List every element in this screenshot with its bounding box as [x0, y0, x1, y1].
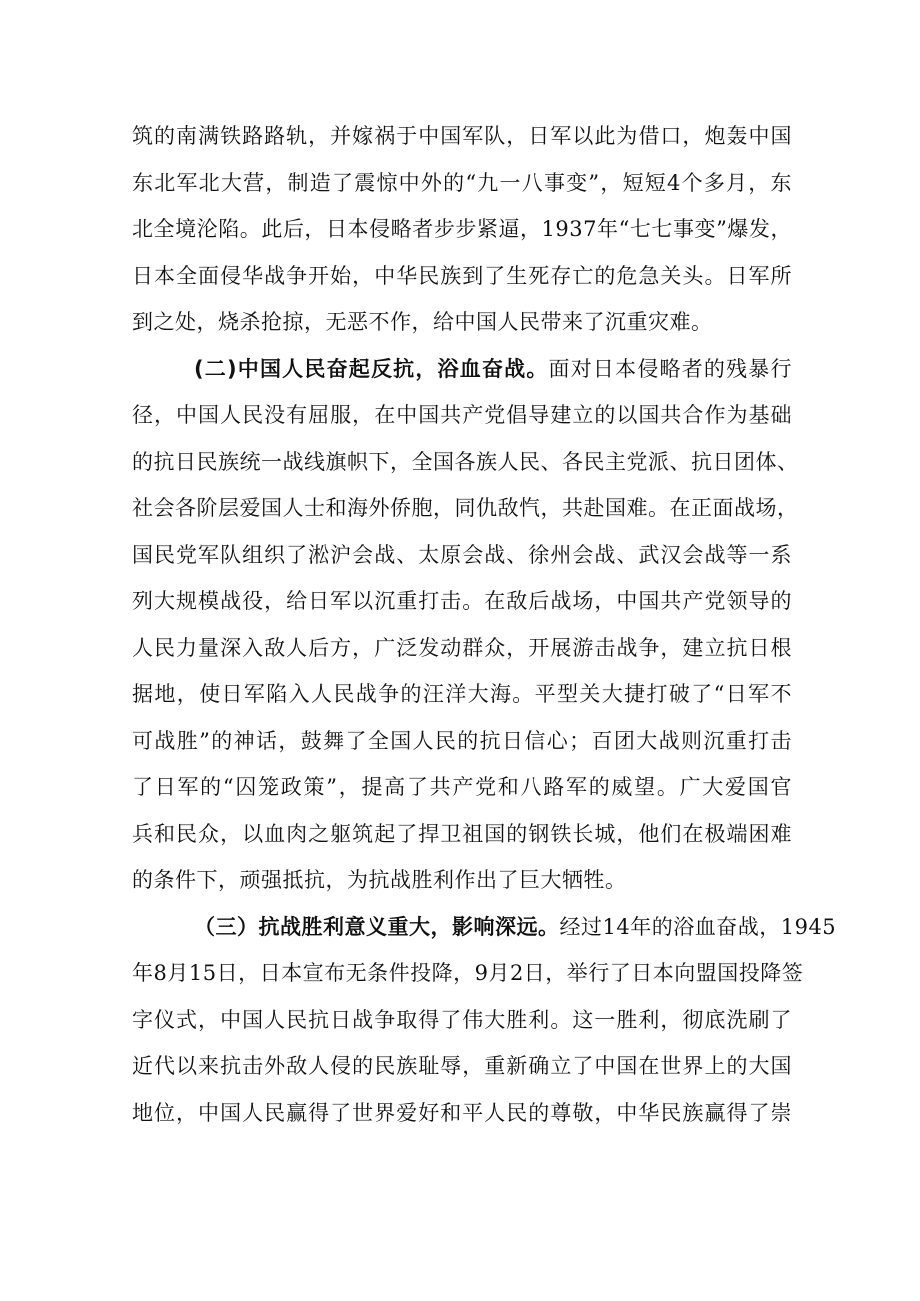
text-line: 的抗日民族统一战线旗帜下，全国各族人民、各民主党派、抗日团体、 — [132, 449, 799, 474]
text-run: 经过14年的浴血奋战，1945 — [559, 914, 837, 939]
text-line: 日本全面侵华战争开始，中华民族到了生死存亡的危急关头。日军所 — [132, 263, 792, 288]
text-line: 北全境沦陷。此后，日本侵略者步步紧逼，1937年“七七事变”爆发， — [132, 217, 792, 241]
text-line: 国民党军队组织了淞沪会战、太原会战、徐州会战、武汉会战等一系 — [132, 542, 792, 567]
text-line: 东北军北大营，制造了震惊中外的“九一八事变”，短短4个多月，东 — [132, 170, 792, 195]
section-heading: （三）抗战胜利意义重大，影响深远。 — [194, 914, 560, 939]
text-line: 的条件下，顽强抵抗，为抗战胜利作出了巨大牺牲。 — [132, 868, 627, 892]
document-page — [132, 113, 837, 1136]
text-line: 近代以来抗击外敌人侵的民族耻辱，重新确立了中国在世界上的大国 — [132, 1054, 792, 1078]
paragraph-first-line — [132, 346, 792, 393]
text-line: 可战胜”的神话，鼓舞了全国人民的抗日信心；百团大战则沉重打击 — [132, 728, 792, 753]
text-line: 年8月15日，日本宣布无条件投降，9月2日，举行了日本向盟国投降签 — [132, 961, 804, 985]
paragraph-first-line — [132, 904, 837, 951]
text-line: 到之处，烧杀抢掠，无恶不作，给中国人民带来了沉重灾难。 — [132, 310, 713, 334]
text-line: 筑的南满铁路路轨，并嫁祸于中国军队，日军以此为借口，炮轰中国 — [132, 124, 792, 148]
text-line: 字仪式，中国人民抗日战争取得了伟大胜利。这一胜利，彻底洗刷了 — [132, 1007, 792, 1032]
text-run: 面对日本侵略者的残暴行 — [548, 356, 792, 381]
text-line: 径，中国人民没有屈服，在中国共产党倡导建立的以国共合作为基础 — [132, 403, 792, 427]
paragraph-2 — [132, 346, 799, 904]
text-line: 地位，中国人民赢得了世界爱好和平人民的尊敬，中华民族赢得了崇 — [132, 1100, 792, 1125]
paragraph-1 — [132, 113, 792, 346]
text-line: 列大规模战役，给日军以沉重打击。在敌后战场，中国共产党领导的 — [132, 589, 792, 613]
text-line: 兵和民众，以血肉之躯筑起了捍卫祖国的钢铁长城，他们在极端困难 — [132, 821, 792, 846]
text-line: 了日军的“囚笼政策”，提高了共产党和八路军的威望。广大爱国官 — [132, 775, 792, 799]
text-line: 人民力量深入敌人后方，广泛发动群众，开展游击战争，建立抗日根 — [132, 635, 792, 660]
text-line: 据地，使日军陷入人民战争的汪洋大海。平型关大捷打破了“日军不 — [132, 682, 792, 706]
paragraph-3 — [132, 904, 837, 1137]
section-heading: (二)中国人民奋起反抗，浴血奋战。 — [194, 356, 549, 381]
text-line: 社会各阶层爱国人士和海外侨胞，同仇敌忾，共赴国难。在正面战场， — [132, 496, 799, 520]
